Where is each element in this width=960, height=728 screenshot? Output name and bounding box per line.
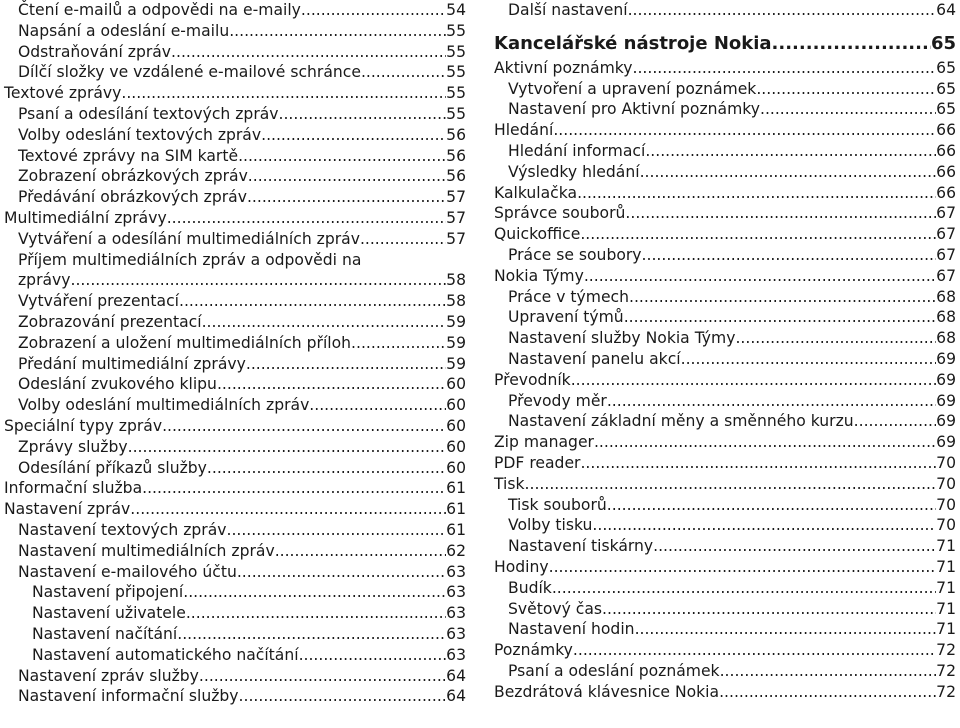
toc-entry-line2 xyxy=(18,270,466,291)
toc-entry[interactable] xyxy=(4,624,466,645)
toc-leader-dots xyxy=(571,370,936,391)
toc-leader-dots xyxy=(633,58,937,79)
toc-leader-dots xyxy=(179,291,446,312)
toc-leader-dots xyxy=(162,416,446,437)
toc-entry-label: Čtení e-mailů a odpovědi na e-maily xyxy=(18,1,301,19)
toc-entry-label: Nastavení služby Nokia Týmy xyxy=(508,329,736,348)
toc-entry-page: 63 xyxy=(446,645,466,664)
toc-entry[interactable] xyxy=(4,125,466,146)
toc-entry-page: 64 xyxy=(446,687,466,706)
toc-leader-dots xyxy=(142,478,446,499)
toc-leader-dots xyxy=(199,666,446,687)
toc-entry-page: 56 xyxy=(446,146,466,165)
toc-entry-page: 57 xyxy=(446,188,466,207)
toc-entry[interactable] xyxy=(494,162,956,183)
toc-entry[interactable] xyxy=(494,287,956,308)
toc-leader-dots xyxy=(177,624,446,645)
toc-entry-page: 72 xyxy=(936,682,956,701)
toc-entry[interactable] xyxy=(494,599,956,620)
toc-entry[interactable] xyxy=(4,312,466,333)
toc-entry[interactable] xyxy=(4,333,466,354)
toc-section-heading-label: Kancelářské nástroje Nokia xyxy=(494,32,772,54)
toc-entry-page: 71 xyxy=(936,599,956,618)
toc-entry[interactable] xyxy=(494,619,956,640)
toc-entry-page: 71 xyxy=(936,557,956,576)
toc-entry-label: Nastavení uživatele xyxy=(32,604,186,623)
toc-entry-page: 61 xyxy=(446,500,466,519)
toc-entry[interactable] xyxy=(4,21,466,42)
toc-entry[interactable] xyxy=(4,582,466,603)
toc-entry-label: Zobrazení a uložení multimediálních příloh xyxy=(18,333,352,352)
toc-entry-label: Další nastavení xyxy=(508,1,628,19)
toc-entry-page: 70 xyxy=(936,516,956,535)
toc-entry[interactable] xyxy=(4,0,466,21)
toc-entry-page: 56 xyxy=(446,125,466,144)
toc-entry[interactable] xyxy=(4,62,466,83)
toc-entry-label: Příjem multimediálních zpráv a odpovědi na xyxy=(18,250,362,269)
toc-entry[interactable] xyxy=(4,562,466,583)
toc-entry-page: 69 xyxy=(936,349,956,368)
toc-entry[interactable] xyxy=(494,245,956,266)
toc-entry-page: 54 xyxy=(446,1,466,19)
toc-entry-page: 66 xyxy=(936,162,956,181)
toc-entry-label: Nastavení hodin xyxy=(508,620,635,639)
toc-leader-dots xyxy=(247,187,446,208)
toc-entry-page: 69 xyxy=(936,412,956,431)
toc-entry-label: Volby odeslání multimediálních zpráv xyxy=(18,396,310,415)
toc-entry-label: Odesílání příkazů služby xyxy=(18,458,207,477)
toc-entry-page: 61 xyxy=(446,520,466,539)
toc-leader-dots xyxy=(577,183,936,204)
toc-entry-page: 61 xyxy=(446,479,466,498)
toc-entry[interactable] xyxy=(494,682,956,703)
toc-entry[interactable] xyxy=(4,187,466,208)
toc-entry[interactable] xyxy=(494,474,956,495)
toc-entry-label: Nastavení textových zpráv xyxy=(18,520,227,539)
toc-entry-page: 57 xyxy=(446,208,466,227)
toc-entry[interactable] xyxy=(494,661,956,682)
toc-leader-dots xyxy=(624,307,936,328)
toc-entry[interactable] xyxy=(4,229,466,250)
toc-leader-dots xyxy=(854,411,936,432)
toc-entry-label: Vytváření a odesílání multimediálních zpráv xyxy=(18,229,360,248)
toc-entry-page: 55 xyxy=(446,42,466,61)
toc-entry[interactable] xyxy=(4,374,466,395)
toc-entry-label: Výsledky hledání xyxy=(508,162,640,181)
toc-entry-page: 65 xyxy=(936,100,956,119)
toc-leader-dots xyxy=(246,354,446,375)
toc-entry-page: 60 xyxy=(446,437,466,456)
toc-entry-page: 66 xyxy=(936,121,956,140)
toc-entry[interactable] xyxy=(494,141,956,162)
toc-entry-label: Nastavení načítání xyxy=(32,624,178,643)
toc-entry-label: Nastavení panelu akcí xyxy=(508,349,681,368)
toc-leader-dots xyxy=(553,120,936,141)
toc-leader-dots xyxy=(217,374,446,395)
toc-entry[interactable] xyxy=(4,645,466,666)
toc-leader-dots xyxy=(635,619,937,640)
toc-entry-page: 68 xyxy=(936,329,956,348)
toc-entry[interactable] xyxy=(494,557,956,578)
toc-entry-page: 64 xyxy=(446,666,466,685)
toc-leader-dots xyxy=(71,270,447,291)
toc-entry-label: Dílčí složky ve vzdálené e-mailové schránce xyxy=(18,63,361,82)
toc-entry-label: Nastavení multimediálních zpráv xyxy=(18,541,275,560)
toc-entry-label: Hodiny xyxy=(494,557,549,576)
toc-leader-dots xyxy=(625,203,936,224)
toc-leader-dots xyxy=(239,686,447,707)
toc-leader-dots xyxy=(301,0,446,21)
toc-entry-page: 59 xyxy=(446,354,466,373)
toc-left-column xyxy=(4,0,466,707)
toc-entry[interactable] xyxy=(4,437,466,458)
toc-entry-label: Nastavení automatického načítání xyxy=(32,645,299,664)
toc-leader-dots xyxy=(207,458,446,479)
toc-entry[interactable] xyxy=(494,307,956,328)
toc-entry-page: 60 xyxy=(446,375,466,394)
toc-leader-dots xyxy=(186,603,446,624)
toc-entry-page: 70 xyxy=(936,453,956,472)
toc-leader-dots xyxy=(121,83,446,104)
toc-entry[interactable] xyxy=(4,458,466,479)
toc-entry-page: 71 xyxy=(936,537,956,556)
toc-leader-dots xyxy=(602,599,936,620)
toc-entry[interactable] xyxy=(4,166,466,187)
toc-section-heading[interactable] xyxy=(494,31,956,56)
toc-entry-label: Nastavení tiskárny xyxy=(508,537,654,556)
toc-entry-label: Multimediální zprávy xyxy=(4,208,167,227)
toc-entry[interactable] xyxy=(494,58,956,79)
toc-entry-page: 57 xyxy=(446,229,466,248)
toc-leader-dots xyxy=(640,162,937,183)
toc-entry-label: Nastavení informační služby xyxy=(18,687,239,706)
toc-leader-dots xyxy=(645,141,936,162)
toc-entry-page: 56 xyxy=(446,167,466,186)
toc-entry[interactable] xyxy=(494,453,956,474)
toc-leader-dots xyxy=(607,495,936,516)
toc-leader-dots xyxy=(238,146,446,167)
toc-entry[interactable] xyxy=(494,536,956,557)
toc-entry-page: 59 xyxy=(446,333,466,352)
toc-entry-page: 66 xyxy=(936,183,956,202)
toc-leader-dots xyxy=(549,557,937,578)
toc-entry-label: Psaní a odeslání poznámek xyxy=(508,661,720,680)
toc-entry-page: 55 xyxy=(446,84,466,103)
toc-entry-label: Tisk souborů xyxy=(508,495,607,514)
toc-entry-label: Psaní a odesílání textových zpráv xyxy=(18,104,279,123)
toc-entry-label: Odeslání zvukového klipu xyxy=(18,375,217,394)
toc-entry[interactable] xyxy=(494,515,956,536)
toc-entry[interactable] xyxy=(494,432,956,453)
toc-entry[interactable] xyxy=(494,79,956,100)
toc-entry[interactable] xyxy=(4,83,466,104)
toc-entry-page: 72 xyxy=(936,641,956,660)
toc-leader-dots xyxy=(756,79,936,100)
toc-entry[interactable] xyxy=(4,478,466,499)
toc-entry[interactable] xyxy=(4,208,466,229)
toc-entry[interactable] xyxy=(4,250,466,292)
toc-entry[interactable] xyxy=(4,520,466,541)
toc-entry[interactable] xyxy=(494,391,956,412)
toc-entry-label: Nastavení připojení xyxy=(32,583,184,602)
toc-leader-dots xyxy=(720,661,937,682)
toc-leader-dots xyxy=(594,432,936,453)
toc-entry-label: Quickoffice xyxy=(494,225,581,244)
toc-leader-dots xyxy=(351,333,446,354)
toc-entry-label: Zobrazení obrázkových zpráv xyxy=(18,167,248,186)
toc-leader-dots xyxy=(607,391,936,412)
toc-entry-label: Nastavení základní měny a směnného kurzu xyxy=(508,412,854,431)
toc-entry-page: 69 xyxy=(936,370,956,389)
toc-leader-dots xyxy=(167,208,446,229)
toc-entry-page: 60 xyxy=(446,396,466,415)
toc-entry-label: Předávání obrázkových zpráv xyxy=(18,188,247,207)
toc-leader-dots xyxy=(361,62,446,83)
toc-entry-label: Upravení týmů xyxy=(508,308,624,327)
toc-entry-label: Nokia Týmy xyxy=(494,266,584,285)
toc-entry-label: Hledání informací xyxy=(508,141,646,160)
toc-leader-dots xyxy=(279,104,447,125)
toc-entry-page: 60 xyxy=(446,416,466,435)
toc-entry-label: Kalkulačka xyxy=(494,183,578,202)
toc-entry-label: Poznámky xyxy=(494,641,573,660)
toc-entry-label: Správce souborů xyxy=(494,204,626,223)
toc-entry-label: Speciální typy zpráv xyxy=(4,416,163,435)
toc-entry[interactable] xyxy=(494,224,956,245)
toc-entry-label-continued: zprávy xyxy=(18,271,71,290)
toc-entry[interactable] xyxy=(4,416,466,437)
toc-entry-label: Zip manager xyxy=(494,433,594,452)
toc-entry-page: 64 xyxy=(936,1,956,19)
toc-leader-dots xyxy=(183,582,446,603)
toc-entry-page: 67 xyxy=(936,245,956,264)
toc-entry[interactable] xyxy=(494,183,956,204)
toc-leader-dots xyxy=(580,453,936,474)
toc-entry-page: 58 xyxy=(446,271,466,290)
toc-leader-dots xyxy=(629,287,936,308)
toc-leader-dots xyxy=(237,562,446,583)
toc-entry[interactable] xyxy=(494,411,956,432)
toc-entry-label: Hledání xyxy=(494,121,554,140)
toc-entry[interactable] xyxy=(4,603,466,624)
toc-leader-dots xyxy=(171,42,446,63)
toc-entry[interactable] xyxy=(4,395,466,416)
toc-entry[interactable] xyxy=(4,686,466,707)
toc-entry[interactable] xyxy=(494,349,956,370)
toc-entry[interactable] xyxy=(494,203,956,224)
toc-entry-label: Práce v týmech xyxy=(508,287,629,306)
toc-leader-dots xyxy=(202,312,447,333)
toc-leader-dots xyxy=(309,395,446,416)
toc-entry-label: Napsání a odeslání e-mailu xyxy=(18,21,230,40)
toc-entry[interactable] xyxy=(494,99,956,120)
toc-entry-page: 55 xyxy=(446,21,466,40)
toc-entry-page: 72 xyxy=(936,661,956,680)
toc-entry-page: 60 xyxy=(446,458,466,477)
toc-right-top xyxy=(494,0,956,21)
toc-entry-label: Práce se soubory xyxy=(508,245,642,264)
toc-right-column xyxy=(494,0,956,703)
toc-entry-label: Volby odeslání textových zpráv xyxy=(18,125,262,144)
toc-entry-page: 63 xyxy=(446,583,466,602)
toc-entry-page: 67 xyxy=(936,204,956,223)
toc-leader-dots xyxy=(735,328,936,349)
toc-entry[interactable] xyxy=(494,578,956,599)
toc-entry-page: 63 xyxy=(446,562,466,581)
toc-entry-page: 66 xyxy=(936,141,956,160)
toc-entry-label: Zobrazování prezentací xyxy=(18,312,202,331)
toc-entry-page: 65 xyxy=(936,58,956,77)
toc-entry[interactable] xyxy=(4,541,466,562)
toc-entry-label: Nastavení e-mailového účtu xyxy=(18,562,237,581)
toc-leader-dots xyxy=(584,266,936,287)
toc-entry-label: Odstraňování zpráv xyxy=(18,42,172,61)
toc-leader-dots xyxy=(681,349,937,370)
toc-entry-page: 68 xyxy=(936,308,956,327)
toc-entry-label: Tisk xyxy=(494,474,525,493)
toc-entry-label: Textové zprávy xyxy=(4,84,122,103)
toc-entry[interactable] xyxy=(4,104,466,125)
toc-entry-page: 59 xyxy=(446,312,466,331)
toc-entry-page: 62 xyxy=(446,541,466,560)
toc-leader-dots xyxy=(642,245,937,266)
toc-leader-dots xyxy=(275,541,446,562)
toc-entry-label: Vytváření prezentací xyxy=(18,292,180,311)
toc-entry[interactable] xyxy=(494,120,956,141)
toc-entry-page: 69 xyxy=(936,391,956,410)
toc-entry-page: 71 xyxy=(936,578,956,597)
toc-leader-dots xyxy=(580,224,936,245)
toc-entry-label: Zprávy služby xyxy=(18,437,128,456)
toc-leader-dots xyxy=(248,166,446,187)
toc-entry[interactable] xyxy=(494,266,956,287)
toc-leader-dots xyxy=(261,125,446,146)
toc-leader-dots xyxy=(719,682,936,703)
toc-entry-label: Nastavení pro Aktivní poznámky xyxy=(508,100,760,119)
toc-leader-dots xyxy=(229,21,446,42)
toc-entry[interactable] xyxy=(4,666,466,687)
toc-entry-label: Vytvoření a upravení poznámek xyxy=(508,79,757,98)
toc-leader-dots xyxy=(760,99,936,120)
toc-section-heading-page: 65 xyxy=(930,32,956,54)
toc-entry-page: 55 xyxy=(446,104,466,123)
toc-entry[interactable] xyxy=(494,328,956,349)
toc-entry-label: Aktivní poznámky xyxy=(494,58,633,77)
toc-entry-page: 70 xyxy=(936,495,956,514)
toc-leader-dots xyxy=(552,578,936,599)
toc-entry[interactable] xyxy=(4,146,466,167)
toc-entry[interactable] xyxy=(494,495,956,516)
toc-leader-dots xyxy=(573,640,936,661)
toc-entry[interactable] xyxy=(4,354,466,375)
toc-entry-page: 63 xyxy=(446,624,466,643)
toc-entry[interactable] xyxy=(494,370,956,391)
toc-entry-label: Nastavení zpráv xyxy=(4,500,131,519)
toc-leader-dots xyxy=(299,645,447,666)
toc-entry-label: Převodník xyxy=(494,370,571,389)
toc-leader-dots xyxy=(226,520,446,541)
toc-entry[interactable] xyxy=(4,499,466,520)
toc-entry-page: 68 xyxy=(936,287,956,306)
toc-entry-page: 71 xyxy=(936,620,956,639)
toc-leader-dots xyxy=(130,499,446,520)
toc-entry[interactable] xyxy=(494,640,956,661)
toc-right-list xyxy=(494,58,956,703)
toc-entry-label: Bezdrátová klávesnice Nokia xyxy=(494,682,720,701)
toc-entry-page: 58 xyxy=(446,292,466,311)
toc-leader-dots xyxy=(128,437,447,458)
toc-entry[interactable] xyxy=(4,42,466,63)
toc-entry-page: 69 xyxy=(936,433,956,452)
toc-entry-label: Textové zprávy na SIM kartě xyxy=(18,146,239,165)
toc-entry-label: PDF reader xyxy=(494,453,581,472)
toc-entry-label: Nastavení zpráv služby xyxy=(18,666,199,685)
toc-leader-dots xyxy=(772,31,931,56)
toc-entry-page: 70 xyxy=(936,474,956,493)
toc-leader-dots xyxy=(653,536,936,557)
toc-entry-page: 63 xyxy=(446,604,466,623)
toc-leader-dots xyxy=(525,474,937,495)
toc-entry-label: Informační služba xyxy=(4,479,143,498)
toc-leader-dots xyxy=(628,0,937,21)
toc-entry-page: 65 xyxy=(936,79,956,98)
toc-leader-dots xyxy=(360,229,446,250)
toc-entry-label: Převody měr xyxy=(508,391,607,410)
toc-entry[interactable] xyxy=(4,291,466,312)
toc-entry-label: Předání multimediální zprávy xyxy=(18,354,246,373)
toc-entry-label: Budík xyxy=(508,578,552,597)
toc-leader-dots xyxy=(592,515,936,536)
toc-entry-page: 67 xyxy=(936,266,956,285)
toc-entry-label: Volby tisku xyxy=(508,516,593,535)
toc-entry-label: Světový čas xyxy=(508,599,603,618)
toc-entry-page: 67 xyxy=(936,225,956,244)
toc-entry[interactable] xyxy=(494,0,956,21)
toc-entry-page: 55 xyxy=(446,63,466,82)
